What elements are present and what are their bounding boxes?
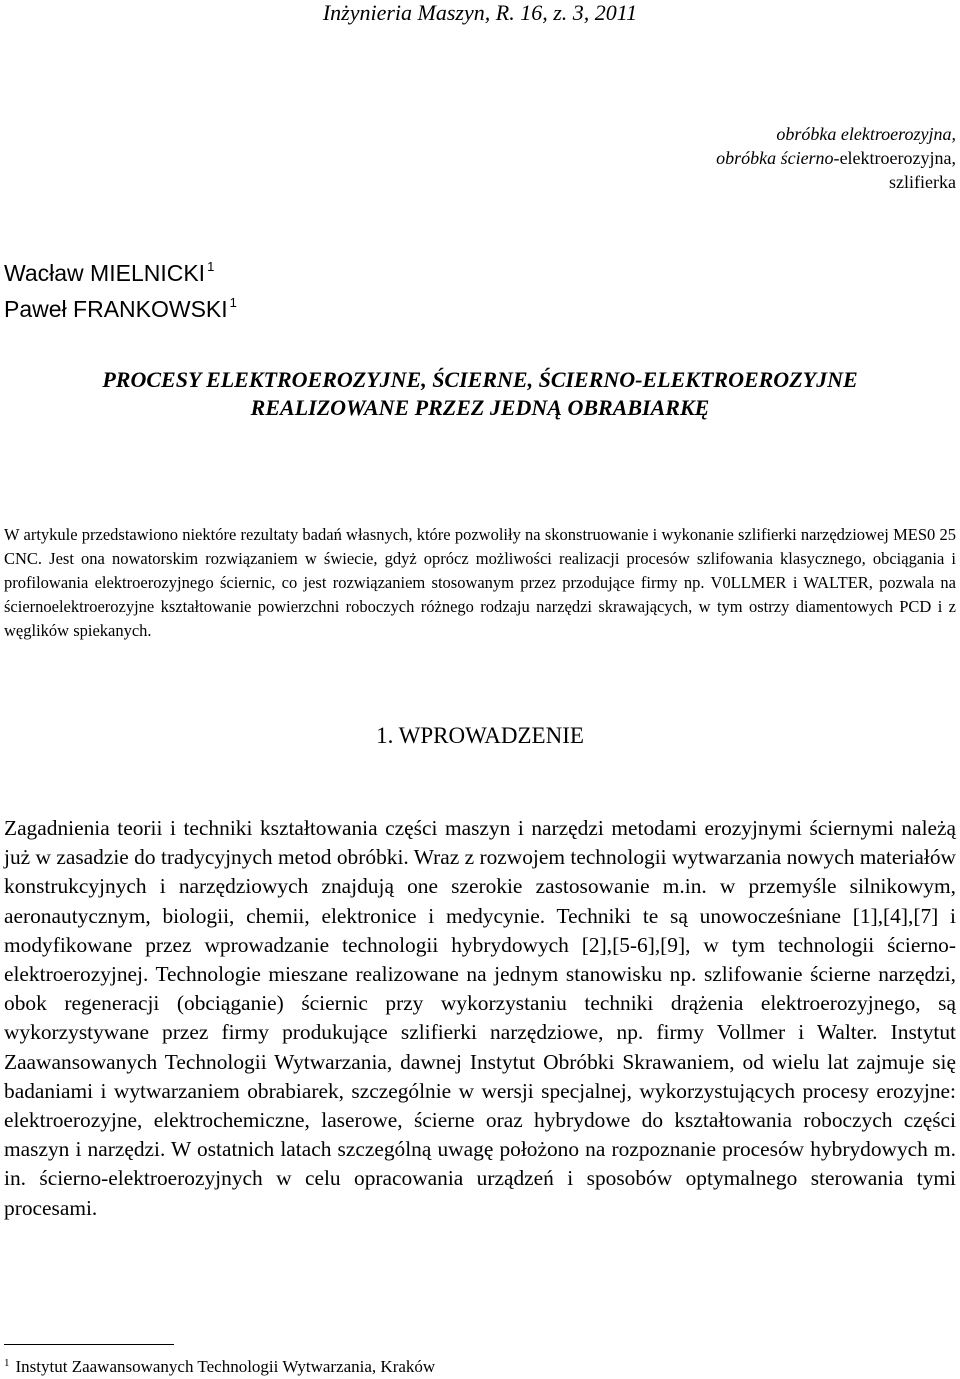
keywords-block [356,122,956,194]
keyword-line: obróbka ścierno-elektroerozyjna, [716,148,956,168]
author: Paweł FRANKOWSKI $^1$ [4,295,237,322]
footnote-mark: 1 [4,1357,10,1369]
title-line: PROCESY ELEKTROEROZYJNE, ŚCIERNE, ŚCIERNO-ELEKTROEROZYJNE [102,367,858,392]
body-paragraph: Zagadnienia teorii i techniki kształtowania części maszyn i narzędzi metodami erozyjnymi ściernymi należą już w zasadzie do tradycyjnych metod obróbki. Wraz z rozwojem technologii wytwarzania nowych materiałów konstrukcyjnych i narzędziowych znajdują one szerokie zastosowanie m.in. w przemyśle silnikowym, aeronautycznym, biologii, chemii, elektronice i medycynie. Techniki te są unowocześniane [1],[4],[7] i modyfikowane przez wprowadzanie technologii hybrydowych [2],[5-6],[9], w tym technologii ścierno-elektroerozyjnej. Technologie mieszane realizowane na jednym stanowisku np. szlifowanie ścierne narzędzi, obok regeneracji (obciąganie) ściernic przy wykorzystaniu techniki drążenia elektroerozyjnego, są wykorzystywane przez firmy produkujące szlifierki narzędziowe, np. firmy Vollmer i Walter. Instytut Zaawansowanych Technologii Wytwarzania, dawnej Instytut Obróbki Skrawaniem, od wielu lat zajmuje się badaniami i wytwarzaniem obrabiarek, szczególnie w wersji specjalnej, wykorzystujących procesy erozyjne: elektroerozyjne, elektrochemiczne, laserowe, ścierne oraz hybrydowe do kształtowania roboczych części maszyn i narzędzi. W ostatnich latach szczególną uwagę położono na rozpoznanie procesów hybrydowych m. in. ścierno-elektroerozyjnych w celu opracowania urządzeń i sposobów optymalnego sterowania tymi procesami. [4,816,956,1220]
affiliation-mark: 1 [229,295,237,310]
footnote [4,1352,435,1378]
footnote-text: Instytut Zaawansowanych Technologii Wytwarzania, Kraków [15,1357,436,1376]
section-heading: 1. WPROWADZENIE [376,723,584,748]
keyword-line: szlifierka [889,172,956,192]
affiliation-mark: 1 [207,259,215,274]
title-line: REALIZOWANE PRZEZ JEDNĄ OBRABIARKĘ [250,395,710,420]
paper-title [0,366,960,422]
journal-header: Inżynieria Maszyn, R. 16, z. 3, 2011 [322,0,638,25]
authors-block [4,252,237,324]
keyword-line: obróbka elektroerozyjna, [776,124,956,144]
abstract: W artykule przedstawiono niektóre rezultaty badań własnych, które pozwoliły na skonstruowanie i wykonanie szlifierki narzędziowej MES0 25 CNC. Jest ona nowatorskim rozwiązaniem w świecie, gdyż oprócz możliwości realizacji procesów szlifowania klasycznego, obciągania i profilowania elektroerozyjnego ściernic, co jest rozwiązaniem stosowanym przez przodujące firmy np. V0LLMER i WALTER, pozwala na ściernoelektroerozyjne kształtowanie powierzchni roboczych różnego rodzaju narzędzi skrawających, w tym ostrzy diamentowych PCD i z węglików spiekanych. [4,525,956,640]
author: Wacław MIELNICKI $^1$ [4,259,215,286]
footnote-rule [4,1344,174,1345]
